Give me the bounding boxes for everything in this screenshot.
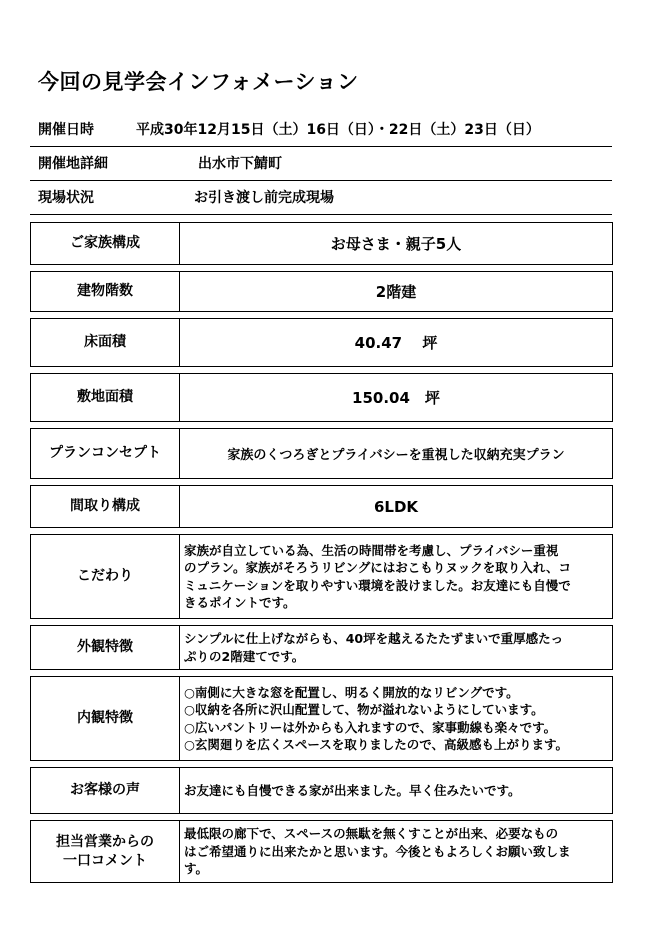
interior-label: 内観特徴 — [31, 677, 180, 761]
voice-text — [180, 768, 613, 814]
voice-label: お客様の声 — [31, 768, 180, 814]
text-line: のプラン。家族がそろうリビングにはおこもりヌックを取り入れ、コ — [184, 560, 572, 575]
exterior-text — [180, 626, 613, 670]
table-row — [31, 768, 613, 814]
status-value: お引き渡し前完成現場 — [194, 190, 334, 206]
comment-label — [31, 821, 180, 883]
interior-text — [180, 677, 613, 761]
status-label: 現場状況 — [38, 190, 94, 206]
layout-label: 間取り構成 — [31, 486, 180, 528]
feature-label: こだわり — [31, 535, 180, 619]
family-value: お母さま・親子5人 — [180, 223, 613, 265]
text-line: ミュニケーションを取りやすい環境を設けました。お友達にも自慢で — [184, 577, 571, 593]
table-row — [31, 374, 613, 422]
location-label: 開催地詳細 — [38, 156, 108, 172]
text-line: ○南側に大きな窓を配置し、明るく開放的なリビングです。 — [184, 684, 519, 700]
comment-label-line-2: 一口コメント — [63, 852, 147, 869]
dates-label: 開催日時 — [38, 122, 94, 138]
exterior-label: 外観特徴 — [31, 626, 180, 670]
floor-area-value: 40.47 坪 — [180, 319, 613, 367]
info-row-dates — [30, 112, 612, 147]
text-line: す。 — [184, 861, 209, 877]
table-row — [31, 626, 613, 670]
text-line: 最低限の廊下で、スペースの無駄を無くすことが出来、必要なもの — [184, 826, 559, 842]
text-line: ○広いパントリーは外からも入れますので、家事動線も楽々です。 — [184, 719, 557, 735]
text-line: お友達にも自慢できる家が出来ました。早く住みたいです。 — [184, 782, 521, 798]
table-row — [31, 272, 613, 312]
info-row-status — [30, 180, 612, 215]
comment-label-line-1: 担当営業からの — [56, 833, 154, 850]
text-line: 家族が自立している為、生活の時間帯を考慮し、プライバシー重視 — [184, 542, 559, 558]
text-line: ぷりの2階建てです。 — [184, 648, 305, 664]
comment-text — [180, 821, 613, 883]
table-row — [31, 319, 613, 367]
text-line: はご希望通りに出来たかと思います。今後ともよろしくお願い致しま — [184, 843, 571, 859]
text-line: ○収納を各所に沢山配置して、物が溢れないようにしています。 — [184, 702, 544, 717]
text-line: シンプルに仕上げながらも、40坪を越えるたたずまいで重厚感たっ — [184, 631, 564, 646]
text-line: ○玄関廻りを広くスペースを取りましたので、高級感も上がります。 — [184, 737, 569, 752]
floors-label: 建物階数 — [31, 272, 180, 312]
feature-text — [180, 535, 613, 619]
text-line: きるポイントです。 — [184, 595, 296, 610]
table-row — [31, 486, 613, 528]
table-row — [31, 677, 613, 761]
table-row — [31, 535, 613, 619]
dates-value: 平成30年12月15日（土）16日（日）・22日（土）23日（日） — [136, 122, 540, 138]
table-row — [31, 821, 613, 883]
table-row — [31, 223, 613, 265]
concept-value: 家族のくつろぎとプライバシーを重視した収納充実プラン — [180, 429, 613, 479]
site-area-value: 150.04 坪 — [180, 374, 613, 422]
site-area-label: 敷地面積 — [31, 374, 180, 422]
table-row — [31, 429, 613, 479]
location-value: 出水市下鯖町 — [198, 156, 282, 172]
spec-table — [30, 222, 613, 883]
floors-value: 2階建 — [180, 272, 613, 312]
layout-value: 6LDK — [180, 486, 613, 528]
floor-area-label: 床面積 — [31, 319, 180, 367]
page-title: 今回の見学会インフォメーション — [38, 70, 359, 94]
family-label: ご家族構成 — [31, 223, 180, 265]
concept-label: プランコンセプト — [31, 429, 180, 479]
info-row-location — [30, 146, 612, 181]
